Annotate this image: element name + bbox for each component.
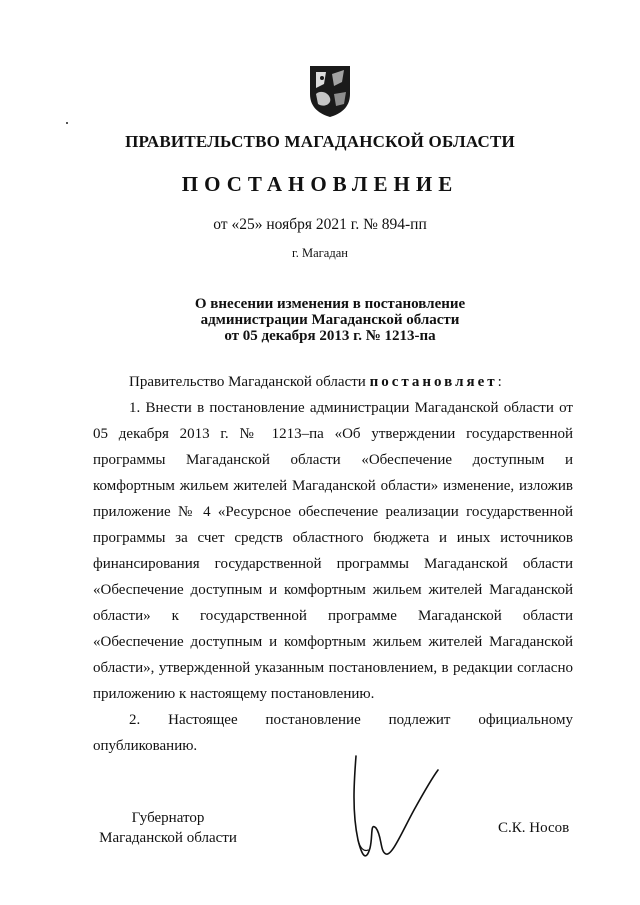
subject-line: от 05 декабря 2013 г. № 1213-па <box>224 328 436 344</box>
handwritten-signature <box>340 752 450 872</box>
document-type: ПОСТАНОВЛЕНИЕ <box>181 172 459 196</box>
paragraph-2: 2. Настоящее постановление подлежит официальному опубликованию. <box>93 712 573 754</box>
intro-verb: постановляет <box>369 374 498 390</box>
subject-line: администрации Магаданской области <box>200 312 460 328</box>
document-subject <box>120 296 540 344</box>
document-body <box>93 369 573 759</box>
signatory-title-line: Магаданской области <box>99 830 237 846</box>
subject-line: О внесении изменения в постановление <box>194 296 466 312</box>
coat-of-arms-icon <box>306 64 354 118</box>
signatory-name: С.К. Носов <box>498 820 570 836</box>
document-city: г. Магадан <box>292 246 348 260</box>
signatory-title <box>98 808 238 848</box>
paragraph-1: 1. Внести в постановление администрации Магаданской области от 05 декабря 2013 г. № 1213–па «Об утверждении государственной программы Магаданской области «Обеспечение доступным и комфортным жильем жителей Магаданской области» изменение, изложив приложение № 4 «Ресурсное обеспечение реализации государственной программы за счет средств областного бюджета и иных источников финансирования государственной программы Магаданской области «Обеспечение доступным и комфортным жильем жителей Магаданской области» к государственной программе Магаданской области «Обеспечение доступным и комфортным жильем жителей Магаданской области», утвержденной указанным постановлением, в редакции согласно приложению к настоящему постановлению. <box>93 400 573 702</box>
intro-suffix: : <box>497 374 502 390</box>
organization-title: ПРАВИТЕЛЬСТВО МАГАДАНСКОЙ ОБЛАСТИ <box>125 132 515 151</box>
intro-prefix: Правительство Магаданской области <box>129 374 370 390</box>
signatory-title-line: Губернатор <box>131 810 205 826</box>
scan-speck <box>66 122 68 124</box>
document-date-number: от «25» ноября 2021 г. № 894-пп <box>213 216 427 233</box>
intro-paragraph <box>93 369 573 395</box>
